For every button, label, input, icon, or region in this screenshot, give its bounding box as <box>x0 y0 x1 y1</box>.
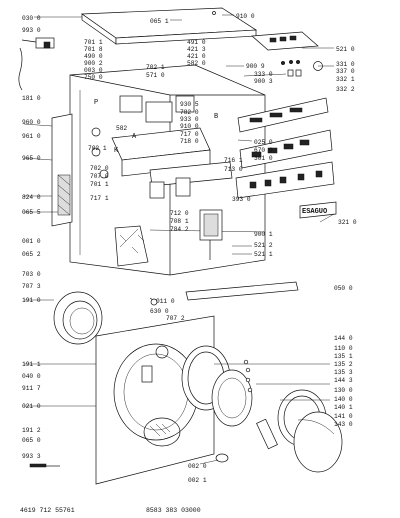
part-label: 965 0 <box>22 155 41 162</box>
part-label: 900 2 <box>84 60 103 67</box>
part-label: 670 0 <box>254 147 273 154</box>
part-label: 712 0 <box>170 210 189 217</box>
door-seal <box>54 292 102 344</box>
callout-letter: B <box>214 113 219 121</box>
part-label: 144 3 <box>334 377 353 384</box>
part-label: 181 0 <box>22 95 41 102</box>
part-label: 003 0 <box>84 67 103 74</box>
part-label: 701 8 <box>84 46 103 53</box>
part-label: 421 0 <box>187 53 206 60</box>
part-label: 332 2 <box>336 86 355 93</box>
part-label: 001 0 <box>22 238 41 245</box>
callout-letter: A <box>132 133 137 141</box>
part-label: 065 5 <box>22 209 41 216</box>
part-label: 144 0 <box>334 335 353 342</box>
part-label: 701 1 <box>84 39 103 46</box>
brand-badge-text: ESAGUO <box>302 208 328 216</box>
part-label: 703 0 <box>22 271 41 278</box>
part-label: 332 1 <box>336 76 355 83</box>
part-label: 961 0 <box>22 133 41 140</box>
part-label: 702 1 <box>146 64 165 71</box>
part-label: 701 1 <box>90 181 109 188</box>
part-label: 900 1 <box>254 231 273 238</box>
part-label: 911 7 <box>22 385 41 392</box>
part-label: 900 9 <box>246 63 265 70</box>
model-code: 8583 383 03000 <box>146 507 201 514</box>
part-label: 782 0 <box>180 109 199 116</box>
part-label: 191 0 <box>22 297 41 304</box>
part-label: 717 0 <box>180 131 199 138</box>
control-panel-front <box>236 98 334 198</box>
part-label: 702 1 <box>88 145 107 152</box>
part-label: 716 1 <box>224 157 243 164</box>
brand-badge <box>300 202 336 218</box>
part-label: 135 2 <box>334 361 353 368</box>
part-label: 521 1 <box>254 251 273 258</box>
part-label: 191 1 <box>22 361 41 368</box>
part-label: 301 0 <box>254 155 273 162</box>
part-label: 490 0 <box>84 53 103 60</box>
part-label: 011 0 <box>156 298 175 305</box>
callout-letter: P <box>94 99 99 107</box>
doc-number: 4619 712 55761 <box>20 507 75 514</box>
part-label: 993 3 <box>22 453 41 460</box>
part-label: 824 0 <box>22 194 41 201</box>
part-label: 141 0 <box>334 413 353 420</box>
left-side-panel <box>52 114 72 226</box>
part-label: 571 0 <box>146 72 165 79</box>
part-label: 110 0 <box>334 345 353 352</box>
part-label: 750 0 <box>84 74 103 81</box>
part-label: 630 0 <box>150 308 169 315</box>
part-label: 065 1 <box>150 18 169 25</box>
detergent-dispenser <box>112 128 232 198</box>
part-label: 521 2 <box>254 242 273 249</box>
part-label: 491 0 <box>187 39 206 46</box>
part-label: 140 1 <box>334 404 353 411</box>
part-label: 933 0 <box>180 116 199 123</box>
part-label: 930 5 <box>180 101 199 108</box>
part-label: 140 0 <box>334 396 353 403</box>
water-valve-assembly <box>19 38 54 90</box>
part-label: 050 0 <box>334 285 353 292</box>
part-label: 993 0 <box>22 27 41 34</box>
part-label: 521 0 <box>336 46 355 53</box>
part-label: 331 0 <box>336 61 355 68</box>
part-label: 708 1 <box>170 218 189 225</box>
part-label: 321 0 <box>338 219 357 226</box>
callout-letter: K <box>114 147 119 155</box>
part-label: 707 2 <box>166 315 185 322</box>
part-label: 143 0 <box>334 421 353 428</box>
part-label: 021 0 <box>22 403 41 410</box>
part-label: 582 <box>116 125 128 132</box>
part-label: 191 2 <box>22 427 41 434</box>
part-label: 135 1 <box>334 353 353 360</box>
part-label: 707 0 <box>90 173 109 180</box>
part-label: 040 0 <box>22 373 41 380</box>
part-label: 900 3 <box>254 78 273 85</box>
part-label: 337 0 <box>336 68 355 75</box>
part-label: 135 3 <box>334 369 353 376</box>
part-label: 002 0 <box>188 463 207 470</box>
part-label: 718 0 <box>180 138 199 145</box>
part-label: 065 0 <box>22 437 41 444</box>
part-label: 130 0 <box>334 387 353 394</box>
part-label: 910 0 <box>236 13 255 20</box>
part-label: 030 0 <box>22 15 41 22</box>
part-label: 717 1 <box>90 195 109 202</box>
part-label: 421 3 <box>187 46 206 53</box>
part-label: 065 2 <box>22 251 41 258</box>
top-cover <box>82 8 256 44</box>
part-label: 960 0 <box>22 119 41 126</box>
part-label: 333 0 <box>254 71 273 78</box>
part-label: 784 2 <box>170 226 189 233</box>
part-label: 910 0 <box>180 123 199 130</box>
part-label: 582 0 <box>187 60 206 67</box>
part-label: 702 0 <box>90 165 109 172</box>
part-label: 025 0 <box>254 139 273 146</box>
part-label: 002 1 <box>188 477 207 484</box>
part-label: 707 3 <box>22 283 41 290</box>
part-label: 393 0 <box>232 196 251 203</box>
part-label: 713 0 <box>224 166 243 173</box>
